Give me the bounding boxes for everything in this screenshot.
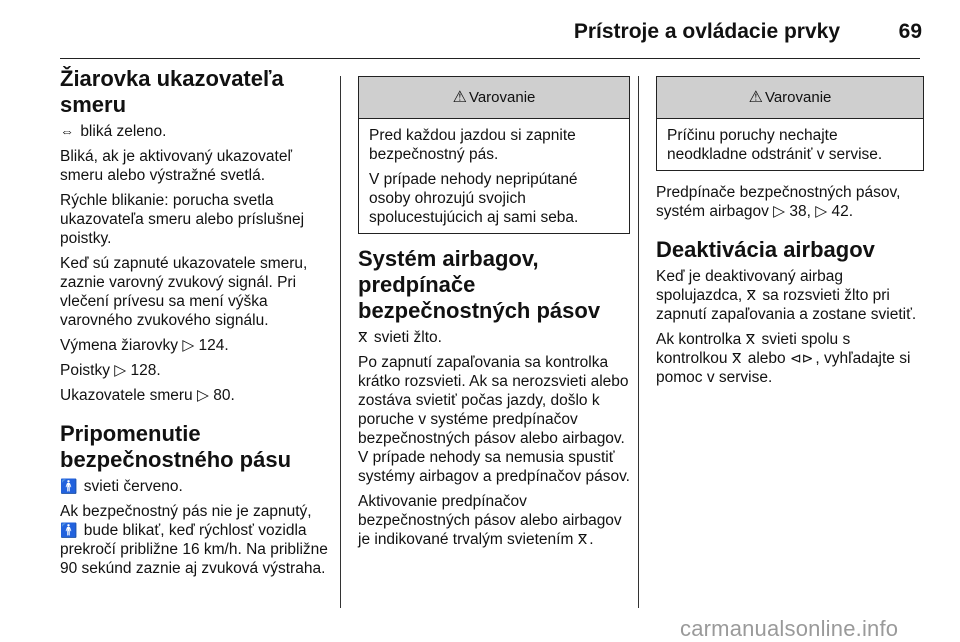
paragraph (60, 122, 332, 141)
paragraph (60, 502, 332, 578)
warning-header (359, 77, 629, 119)
text: svieti červeno. (83, 478, 183, 495)
airbag-icon: ⴳ (731, 350, 742, 366)
section-heading-turn-signal: Žiarovka ukazovateľa smeru (60, 66, 284, 117)
column-3 (656, 76, 924, 393)
paragraph (656, 330, 924, 387)
turn-signal-icon: ⇔ (60, 123, 74, 139)
seatbelt-icon: 🚹 (60, 478, 78, 494)
paragraph: Keď sú zapnuté ukazovatele smeru, zaznie varovný zvukový signál. Pri vlečení prívesu sa mení výška varovného zvukového signálu. (60, 255, 308, 329)
paragraph (358, 492, 630, 549)
seatbelt-icon: 🚹 (60, 522, 78, 538)
text: Aktivovanie predpínačov bezpečnostných pásov alebo airbagov je indikované trvalým svietením (358, 493, 622, 548)
header-title: Prístroje a ovládacie prvky (573, 20, 840, 43)
page-header (0, 0, 960, 60)
paragraph: Rýchle blikanie: porucha svetla ukazovateľa smeru alebo príslušnej poistky. (60, 192, 305, 247)
paragraph: Po zapnutí zapaľovania sa kontrolka krátko rozsvieti. Ak sa nerozsvieti alebo zostáva svietiť počas jazdy, došlo k poruche v systéme predpínačov bezpečnostných pásov alebo airbagov. V prípade nehody sa nemusia spustiť systémy airbagov a predpínačov pásov. (358, 354, 630, 485)
cross-reference-turn-signals: Ukazovatele smeru ▷ 80. (60, 387, 235, 404)
warning-title: Varovanie (468, 89, 536, 106)
column-divider-1 (340, 76, 341, 608)
text: Ak kontrolka (656, 331, 742, 348)
warning-triangle-icon: ⚠ (748, 89, 763, 106)
warning-header (657, 77, 923, 119)
text: Ak bezpečnostný pás nie je zapnutý, (60, 503, 312, 520)
warning-triangle-icon: ⚠ (452, 89, 467, 106)
warning-text: Príčinu poruchy nechajte neodkladne odstrániť v servise. (667, 127, 883, 163)
airbag-off-icon: ⴳ (745, 331, 756, 347)
text: sa rozsvieti žlto pri zapnutí zapaľovania a zostane svietiť. (656, 287, 917, 323)
airbag-off-icon: ⴳ (746, 287, 757, 303)
watermark: carmanualsonline.info (680, 616, 899, 641)
column-1 (60, 66, 332, 584)
text: . (589, 531, 594, 548)
text: svieti žlto. (373, 329, 442, 346)
warning-box (656, 76, 924, 171)
paragraph: Bliká, ak je aktivovaný ukazovateľ smeru alebo výstražné svetlá. (60, 148, 292, 184)
warning-body (657, 119, 923, 170)
text: bliká zeleno. (80, 123, 167, 140)
header-rule (60, 58, 920, 59)
text: , vyhľadajte si pomoc v servise. (656, 350, 911, 386)
warning-title: Varovanie (764, 89, 832, 106)
warning-box (358, 76, 630, 234)
airbag-icon: ⴳ (577, 531, 588, 547)
paragraph (656, 267, 924, 324)
column-2 (358, 76, 630, 555)
section-heading-airbag-system: Systém airbagov, predpínače bezpečnostných pásov (358, 246, 601, 323)
text: Keď je deaktivovaný airbag spolujazdca, (656, 268, 844, 304)
airbag-icon: ⴳ (358, 329, 368, 345)
page-number: 69 (898, 20, 922, 43)
warning-text: Pred každou jazdou si zapnite bezpečnostný pás. (369, 127, 576, 163)
text: alebo (747, 350, 786, 367)
text: bude blikať, keď rýchlosť vozidla prekročí približne 16 km/h. Na približne 90 sekúnd zaznie aj zvuková výstraha. (60, 522, 328, 577)
paragraph (358, 328, 630, 347)
section-heading-seatbelt-reminder: Pripomenutie bezpečnostného pásu (60, 421, 292, 472)
text: svieti spolu s kontrolkou (656, 331, 851, 367)
warning-body (359, 119, 629, 233)
paragraph (60, 477, 332, 496)
warning-text: V prípade nehody nepripútané osoby ohrozujú svojich spolucestujúcich aj sami seba. (369, 171, 579, 226)
cross-reference-fuses: Poistky ▷ 128. (60, 362, 161, 379)
cross-reference-airbags: Predpínače bezpečnostných pásov, systém airbagov ▷ 38, ▷ 42. (656, 184, 901, 220)
turn-signal-icon: ⊲⊳ (789, 350, 814, 366)
column-divider-2 (638, 76, 639, 608)
cross-reference-bulb: Výmena žiarovky ▷ 124. (60, 337, 229, 354)
section-heading-airbag-deactivation: Deaktivácia airbagov (656, 237, 875, 262)
